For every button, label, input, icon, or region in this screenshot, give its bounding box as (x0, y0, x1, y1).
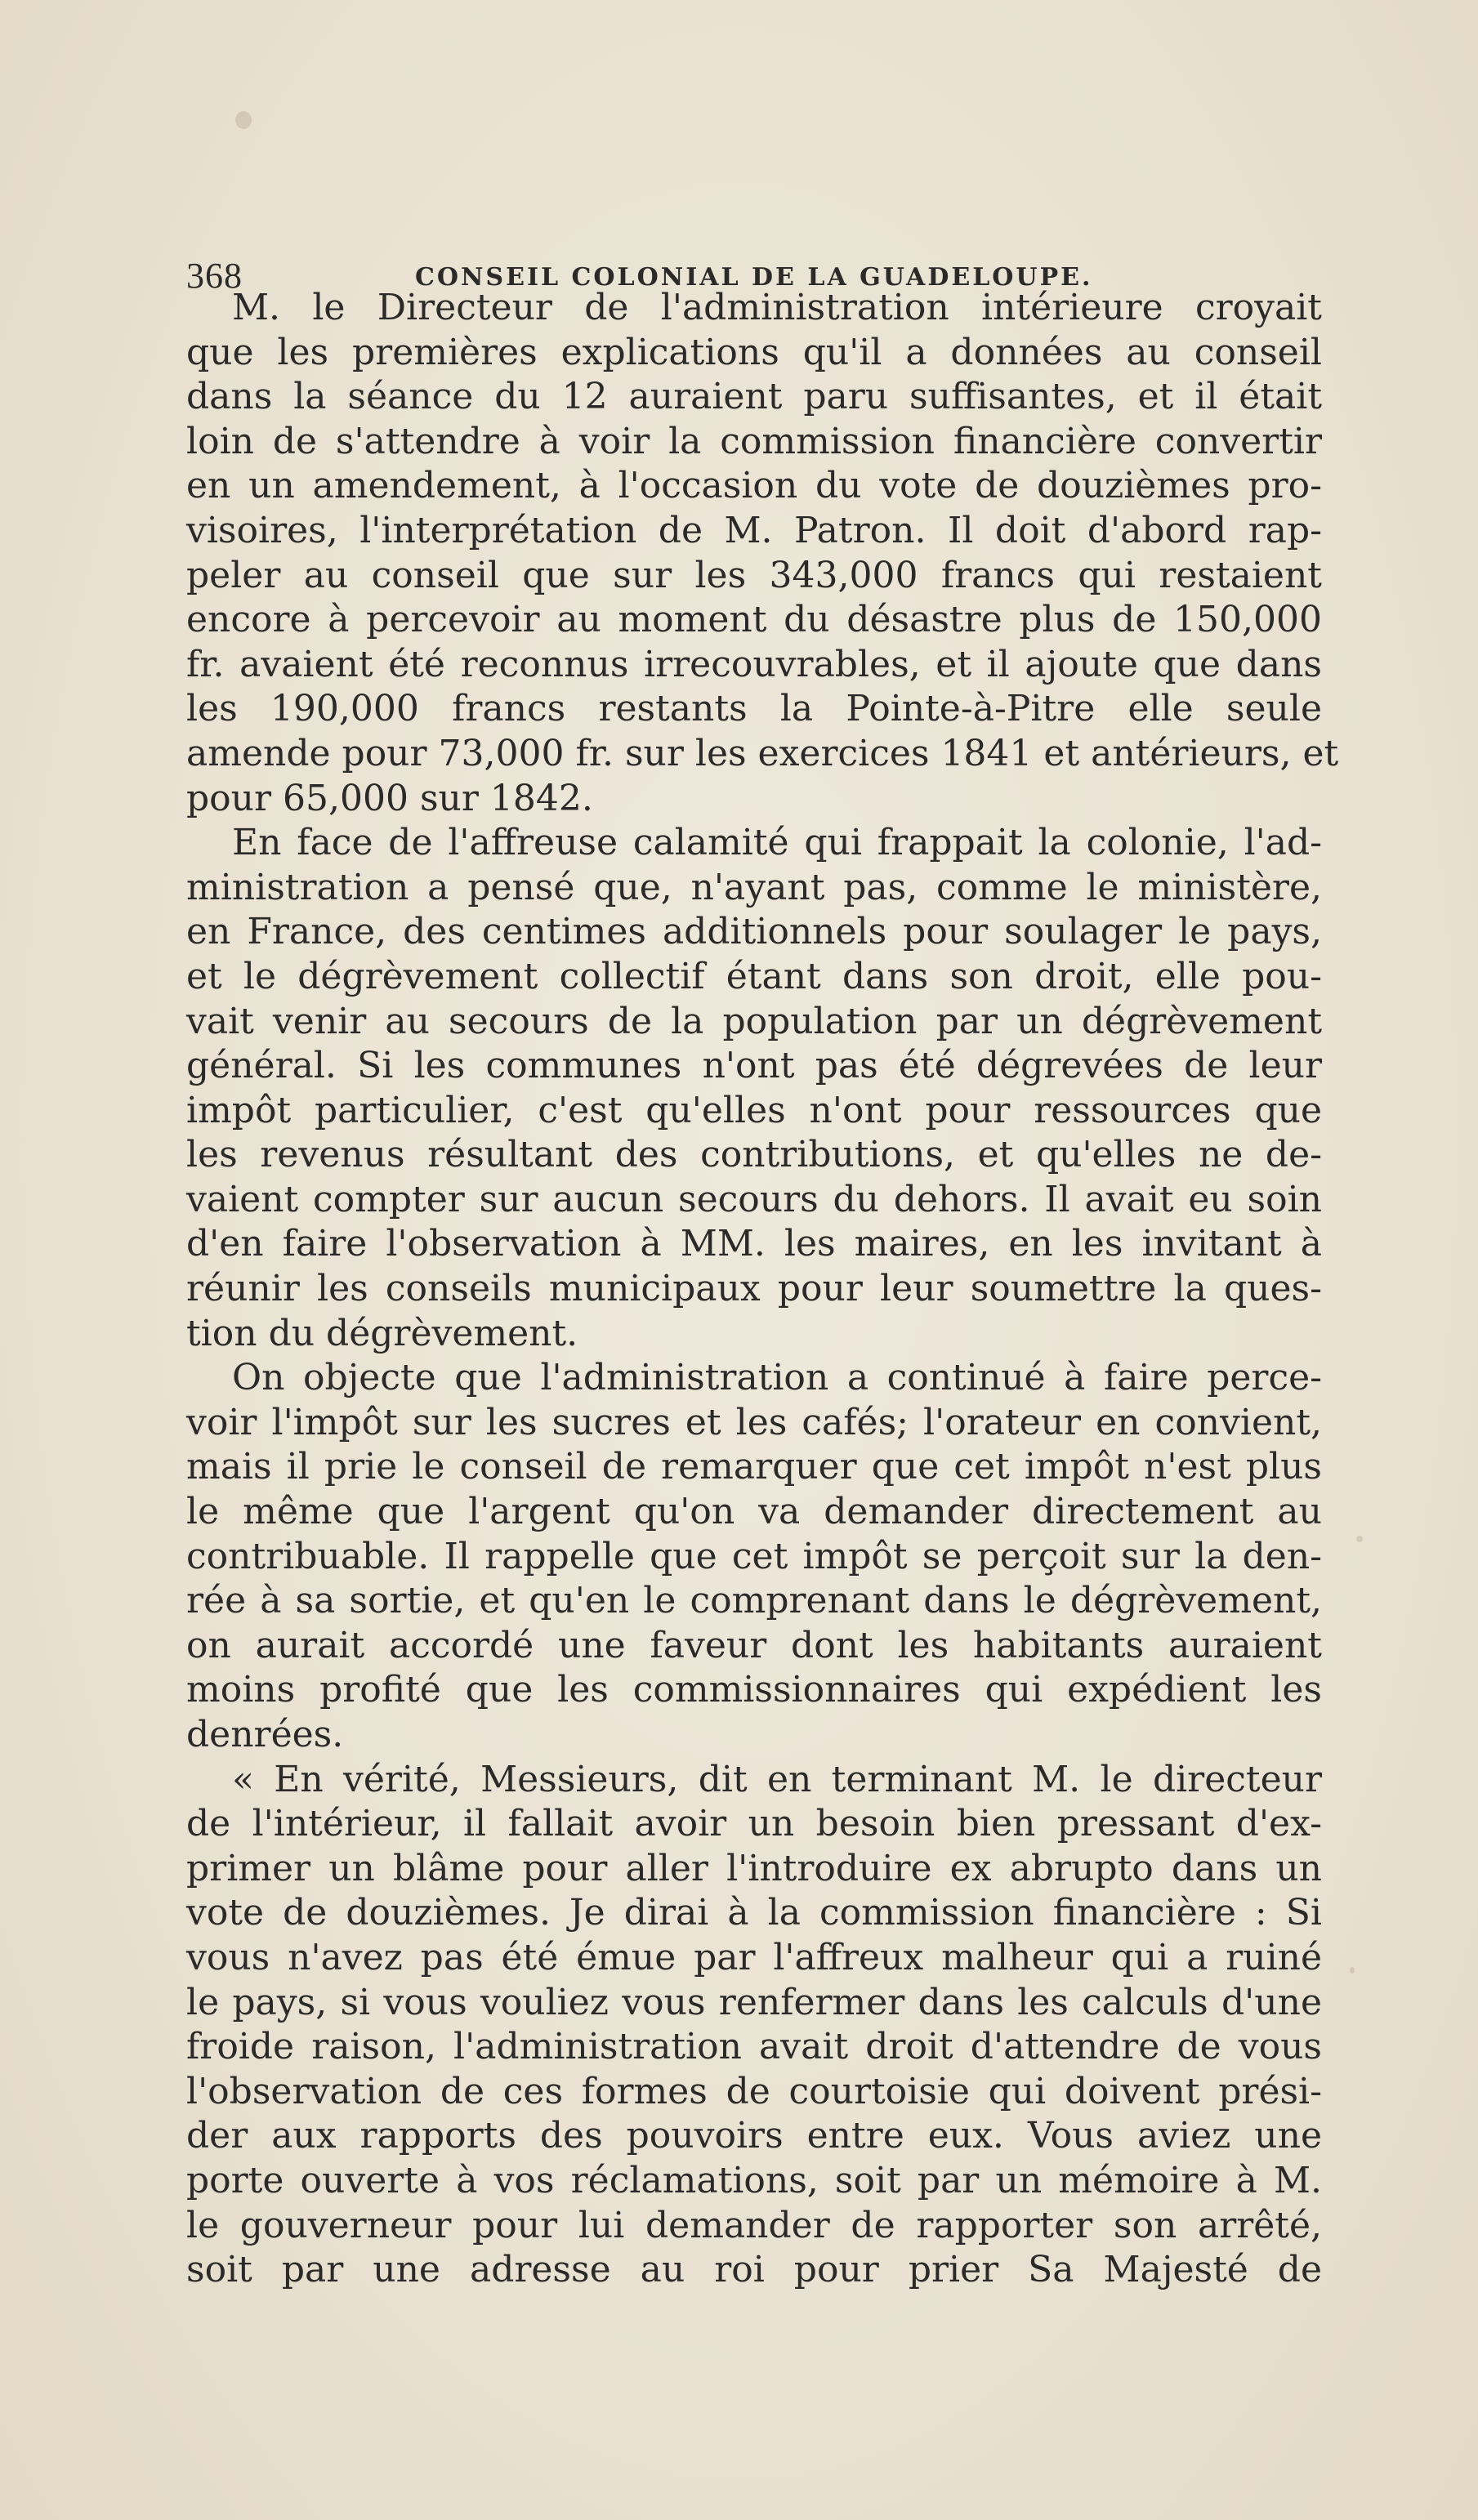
text-line: réunir les conseils municipaux pour leur soumettre la ques- (186, 1268, 1322, 1310)
text-line: rée à sa sortie, et qu'en le comprenant dans le dégrèvement, (186, 1580, 1322, 1622)
text-line: froide raison, l'administration avait droit d'attendre de vous (186, 2026, 1322, 2068)
text-line: en France, des centimes additionnels pour soulager le pays, (186, 911, 1322, 953)
text-line: vote de douzièmes. Je dirai à la commission financière : Si (186, 1892, 1322, 1934)
text-line: on aurait accordé une faveur dont les habitants auraient (186, 1624, 1322, 1666)
text-line: d'en faire l'observation à MM. les maires, en les invitant à (186, 1223, 1322, 1265)
text-line: der aux rapports des pouvoirs entre eux. Vous aviez une (186, 2115, 1322, 2157)
text-line: peler au conseil que sur les 343,000 francs qui restaient (186, 554, 1322, 596)
text-line: que les premières explications qu'il a données au conseil (186, 331, 1322, 373)
text-line: fr. avaient été reconnus irrecouvrables, et il ajoute que dans (186, 643, 1322, 685)
text-line: en un amendement, à l'occasion du vote de douzièmes pro- (186, 465, 1322, 507)
text-line: pour 65,000 sur 1842. (186, 777, 593, 819)
text-line: soit par une adresse au roi pour prier Sa Majesté de (186, 2249, 1322, 2291)
text-line: encore à percevoir au moment du désastre plus de 150,000 (186, 599, 1322, 641)
text-line: primer un blâme pour aller l'introduire ex abrupto dans un (186, 1847, 1322, 1889)
text-line: En face de l'affreuse calamité qui frappait la colonie, l'ad- (232, 822, 1322, 864)
running-title: CONSEIL COLONIAL DE LA GUADELOUPE. (415, 263, 1093, 292)
text-line: On objecte que l'administration a continué à faire perce- (232, 1357, 1322, 1399)
text-line: M. le Directeur de l'administration intérieure croyait (232, 287, 1322, 328)
text-line: impôt particulier, c'est qu'elles n'ont pour ressources que (186, 1089, 1322, 1131)
text-line: le gouverneur pour lui demander de rapporter son arrêté, (186, 2204, 1322, 2246)
text-line: voir l'impôt sur les sucres et les cafés; l'orateur en convient, (186, 1401, 1322, 1443)
text-line: contribuable. Il rappelle que cet impôt se perçoit sur la den- (186, 1535, 1322, 1577)
paper-stain (1350, 1967, 1355, 1974)
text-line: et le dégrèvement collectif étant dans son droit, elle pou- (186, 955, 1322, 997)
text-line: général. Si les communes n'ont pas été dégrevées de leur (186, 1045, 1322, 1087)
text-line: de l'intérieur, il fallait avoir un besoin bien pressant d'ex- (186, 1803, 1322, 1845)
paper-stain (235, 111, 252, 129)
page-number: 368 (186, 256, 243, 296)
text-line: le même que l'argent qu'on va demander directement au (186, 1491, 1322, 1533)
text-line: les 190,000 francs restants la Pointe-à-Pitre elle seule (186, 688, 1322, 730)
text-line: visoires, l'interprétation de M. Patron. Il doit d'abord rap- (186, 509, 1322, 551)
text-line: mais il prie le conseil de remarquer que cet impôt n'est plus (186, 1446, 1322, 1488)
text-line: vaient compter sur aucun secours du dehors. Il avait eu soin (186, 1178, 1322, 1220)
body-text (186, 286, 1339, 2293)
text-line: denrées. (186, 1714, 344, 1755)
text-line: dans la séance du 12 auraient paru suffisantes, et il était (186, 376, 1322, 418)
text-line: ministration a pensé que, n'ayant pas, comme le ministère, (186, 866, 1322, 908)
text-line: l'observation de ces formes de courtoisie qui doivent prési- (186, 2070, 1322, 2112)
text-line: tion du dégrèvement. (186, 1312, 578, 1354)
text-line: vait venir au secours de la population par un dégrèvement (186, 1000, 1322, 1042)
text-line: le pays, si vous vouliez vous renfermer dans les calculs d'une (186, 1981, 1322, 2023)
text-line: « En vérité, Messieurs, dit en terminant M. le directeur (232, 1758, 1322, 1800)
text-line: loin de s'attendre à voir la commission financière convertir (186, 420, 1322, 462)
text-line: amende pour 73,000 fr. sur les exercices 1841 et antérieurs, et (186, 732, 1339, 774)
text-line: porte ouverte à vos réclamations, soit par un mémoire à M. (186, 2159, 1322, 2201)
text-line: vous n'avez pas été émue par l'affreux malheur qui a ruiné (186, 1936, 1322, 1978)
text-line: moins profité que les commissionnaires qui expédient les (186, 1669, 1322, 1711)
paper-stain (1356, 1536, 1363, 1542)
text-line: les revenus résultant des contributions, et qu'elles ne de- (186, 1134, 1322, 1176)
